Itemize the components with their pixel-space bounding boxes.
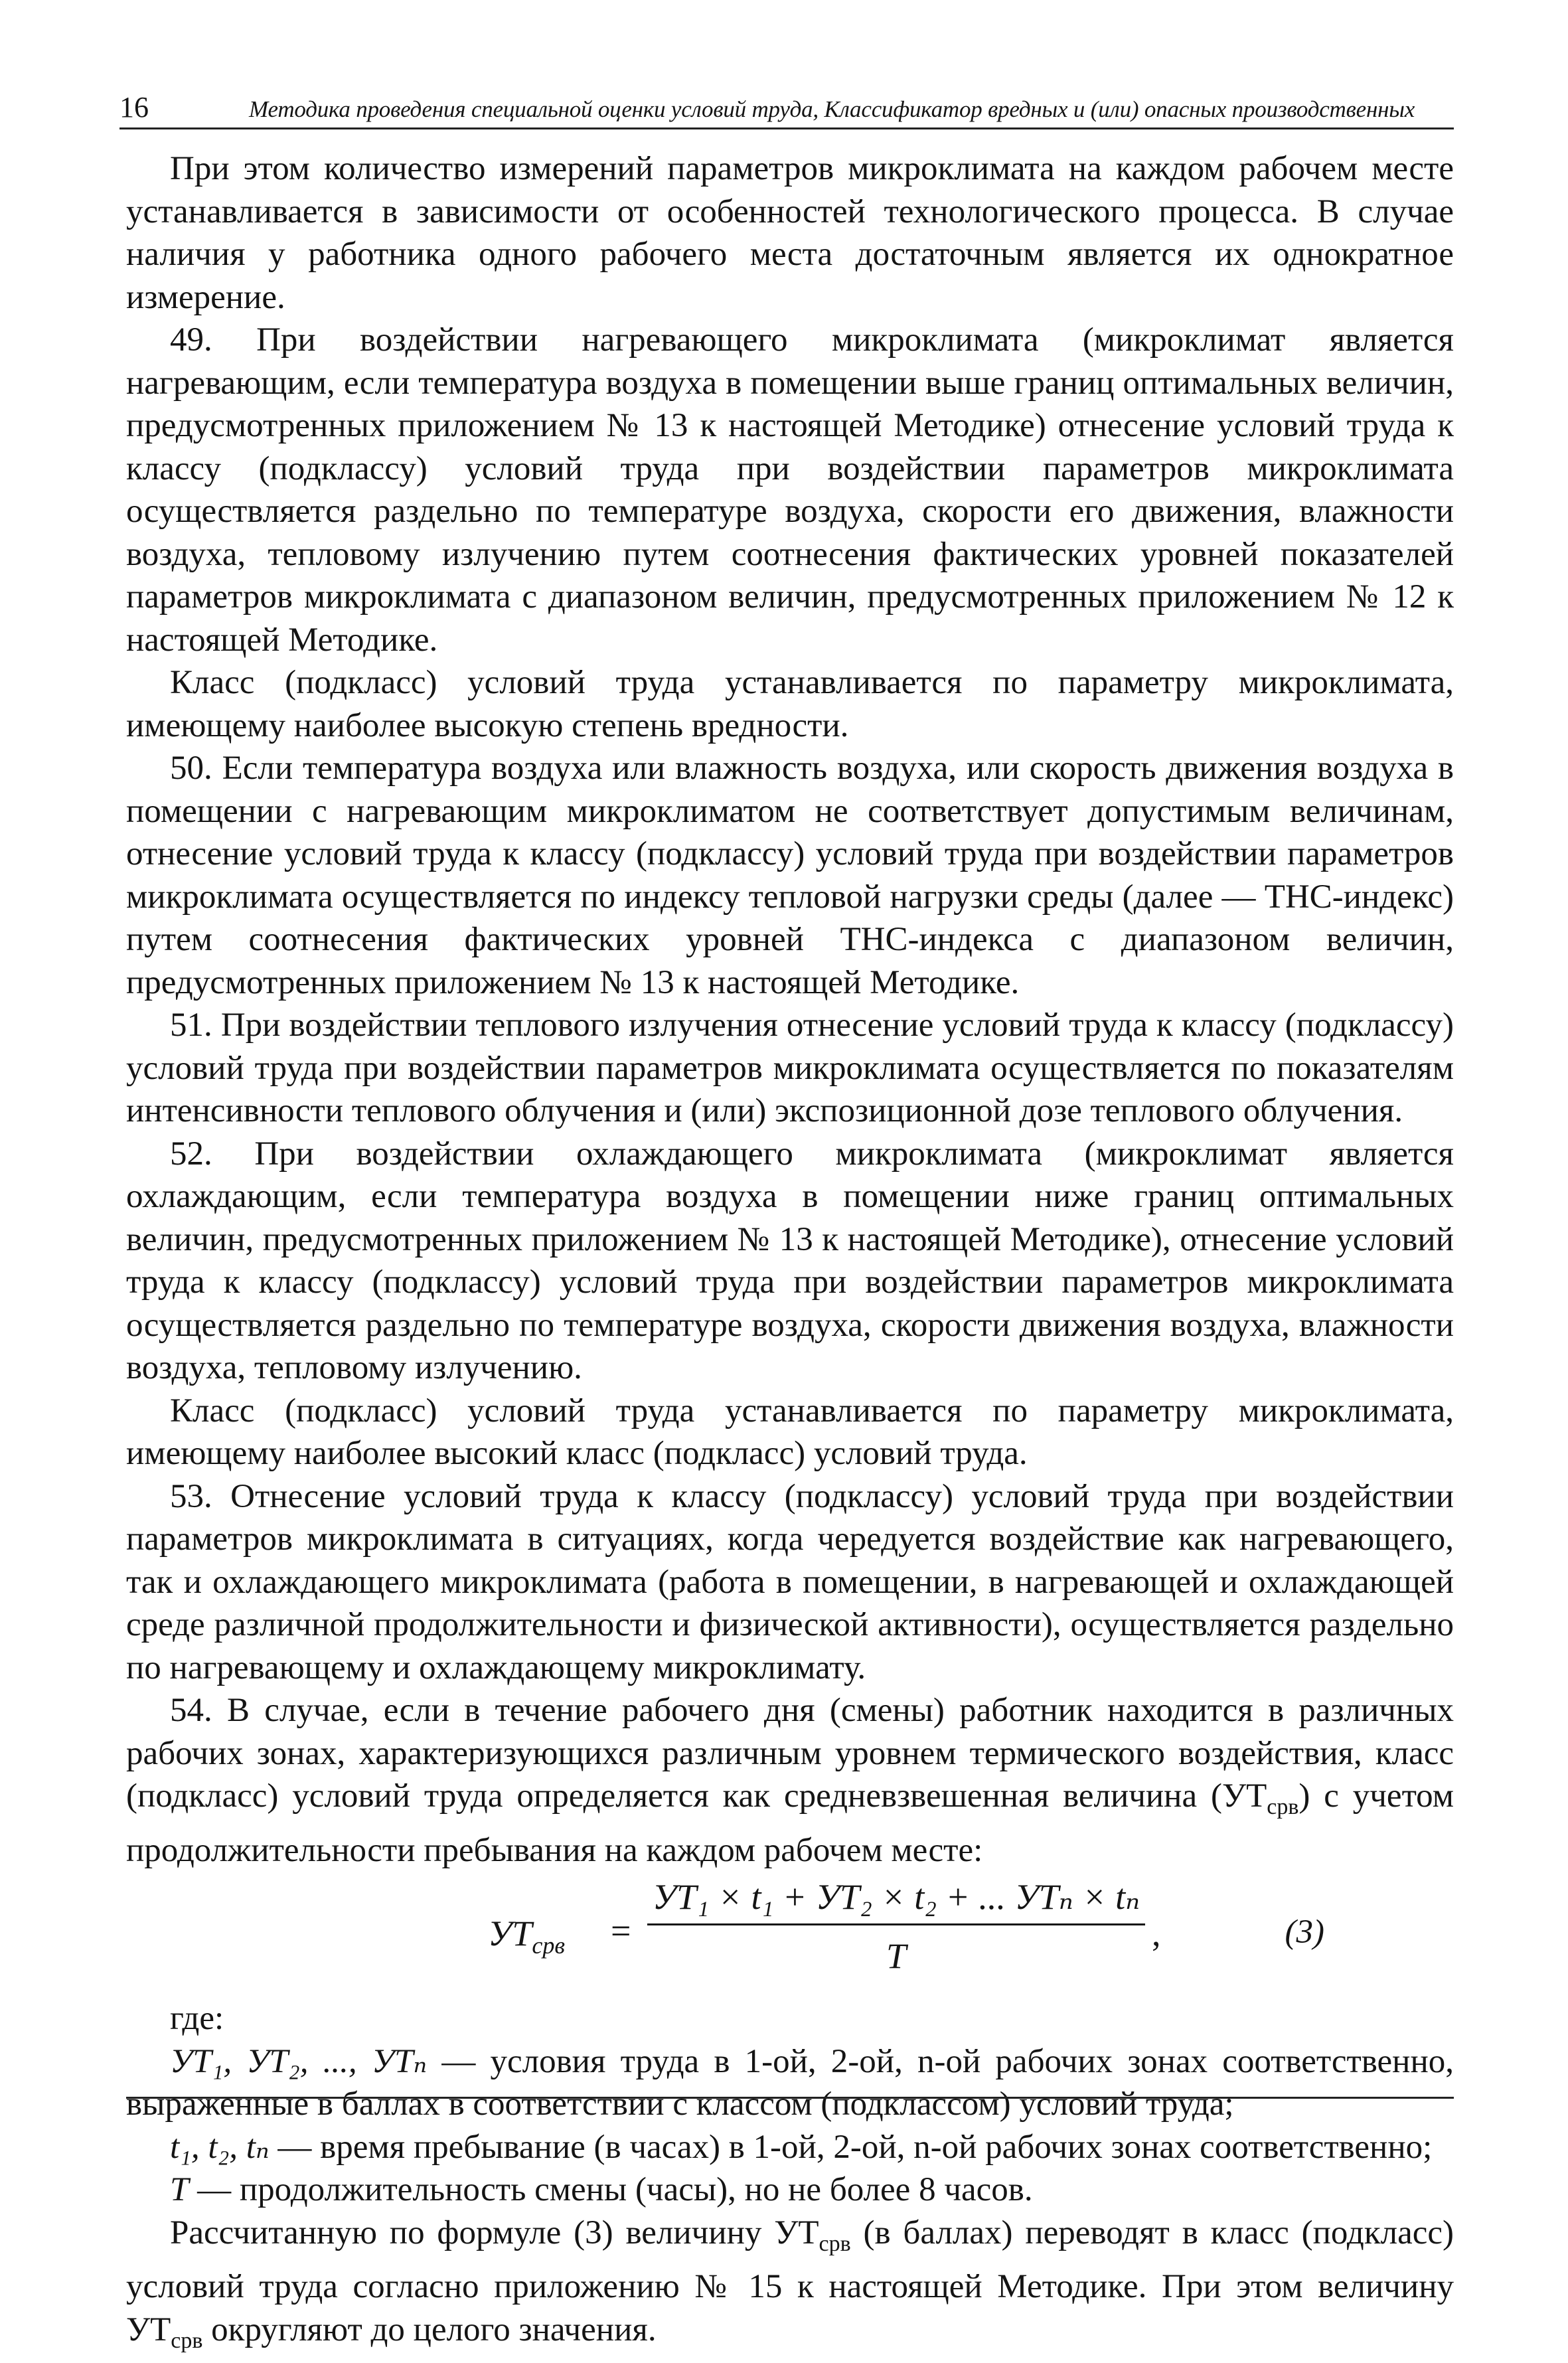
formula-comma: ,: [1152, 1914, 1161, 1954]
bottom-rule: [126, 2097, 1454, 2099]
paragraph-49-class: Класс (подкласс) условий труда устанавливается по параметру микроклимата, имеющему наиболее высокую степень вредности.: [126, 664, 1454, 744]
formula-equals: =: [611, 1911, 631, 1951]
formula-lhs: [488, 1913, 565, 1959]
formula-lhs-subscript: срв: [532, 1931, 565, 1959]
closing-text-mid: (в баллах) переводят в класс (подкласс) условий труда согласно приложению № 15 к настоящей Методике. При этом величину УТ: [126, 2214, 1454, 2348]
running-header: [119, 88, 1454, 129]
paragraph-49: 49. При воздействии нагревающего микроклимата (микроклимат является нагревающим, если температура воздуха в помещении выше границ оптимальных величин, предусмотренных приложением № 13 к настоящей Методике) отнесение условий труда к классу (подклассу) условий труда при воздействии параметров микроклимата осуществляется раздельно по температуре воздуха, скорости его движения, влажности воздуха, тепловому излучению путем соотнесения фактических уровней показателей параметров микроклимата с диапазоном величин, предусмотренных приложением № 12 к настоящей Методике.: [126, 321, 1454, 659]
definition-ut-text: — условия труда в 1-ой, 2-ой, n-ой рабочих зонах соответственно, выраженные в баллах в соответствии с классом (подклассом) условий труда;: [126, 2042, 1454, 2123]
paragraph-54-text: 54. В случае, если в течение рабочего дня (смены) работник находится в различных рабочих зонах, характеризующихся различным уровнем термического воздействия, класс (подкласс) условий труда определяется как средневзвешенная величина (УТ: [126, 1692, 1454, 1815]
paragraph-54-subscript: срв: [1267, 1795, 1299, 1820]
paragraph-54-tail: ) с учетом продолжительности пребывания на каждом рабочем месте:: [126, 1777, 1454, 1869]
paragraph-measurements: При этом количество измерений параметров микроклимата на каждом рабочем месте устанавливается в зависимости от особенностей технологического процесса. В случае наличия у работника одного рабочего места достаточным является их однократное измерение.: [126, 150, 1454, 316]
formula-3: [126, 1876, 1454, 1992]
paragraph-54: [126, 1689, 1454, 1872]
definition-shift-text: — продолжительность смены (часы), но не более 8 часов.: [189, 2171, 1033, 2209]
closing-text: Рассчитанную по формуле (3) величину УТ: [170, 2214, 819, 2251]
formula-denominator: T: [886, 1936, 907, 1977]
definition-ut: [126, 2040, 1454, 2126]
page-body: [126, 147, 1454, 2363]
paragraph-51: 51. При воздействии теплового излучения отнесение условий труда к классу (подклассу) условий труда при воздействии параметров микроклимата осуществляется по показателям интенсивности теплового облучения и (или) экспозиционной дозе теплового облучения.: [126, 1007, 1454, 1129]
formula-number: (3): [1285, 1914, 1324, 1951]
formula-expression: [488, 1876, 1324, 1992]
closing-text-end: округляют до целого значения.: [202, 2311, 657, 2348]
definition-t: [126, 2126, 1454, 2169]
paragraph-52: 52. При воздействии охлаждающего микроклимата (микроклимат является охлаждающим, если температура воздуха в помещении ниже границ оптимальных величин, предусмотренных приложением № 13 к настоящей Методике), отнесение условий труда к классу (подклассу) условий труда при воздействии параметров микроклимата осуществляется раздельно по температуре воздуха, скорости движения воздуха, влажности воздуха, тепловому излучению.: [126, 1135, 1454, 1386]
paragraph-50: 50. Если температура воздуха или влажность воздуха, или скорость движения воздуха в помещении с нагревающим микроклиматом не соответствует допустимым величинам, отнесение условий труда к классу (подклассу) условий труда при воздействии параметров микроклимата осуществляется по индексу тепловой нагрузки среды (далее — ТНС-индекс) путем соотнесения фактических уровней ТНС-индекса с диапазоном величин, предусмотренных приложением № 13 к настоящей Методике.: [126, 750, 1454, 1001]
paragraph-53: 53. Отнесение условий труда к классу (подклассу) условий труда при воздействии параметров микроклимата в ситуациях, когда чередуется воздействие как нагревающего, так и охлаждающего микроклимата (работа в помещении, в нагревающей и охлаждающей среде различной продолжительности и физической активности), осуществляется раздельно по нагревающему и охлаждающему микроклимату.: [126, 1477, 1454, 1686]
running-title: Методика проведения специальной оценки условий труда, Классификатор вредных и (или) опасных производственных: [249, 96, 1415, 122]
definition-ut-symbols: УТ₁, УТ₂, ..., УТₙ: [170, 2042, 428, 2080]
definition-t-text: — время пребывание (в часах) в 1-ой, 2-ой, n-ой рабочих зонах соответственно;: [269, 2128, 1433, 2166]
fraction-bar: [647, 1923, 1145, 1925]
closing-subscript-1: срв: [819, 2231, 851, 2256]
closing-subscript-2: срв: [171, 2328, 203, 2354]
paragraph-52-class: Класс (подкласс) условий труда устанавливается по параметру микроклимата, имеющему наиболее высокий класс (подкласс) условий труда.: [126, 1392, 1454, 1472]
where-label: где:: [170, 2000, 224, 2038]
definition-shift: [126, 2168, 1454, 2212]
formula-numerator: УТ₁ × t₁ + УТ₂ × t₂ + ... УТₙ × tₙ: [652, 1877, 1140, 1917]
page-number: 16: [119, 91, 149, 123]
formula-lhs-symbol: УТ: [488, 1914, 532, 1954]
definition-t-symbols: t₁, t₂, tₙ: [170, 2128, 270, 2166]
definition-shift-symbol: T: [170, 2171, 189, 2209]
paragraph-closing: [126, 2212, 1454, 2363]
